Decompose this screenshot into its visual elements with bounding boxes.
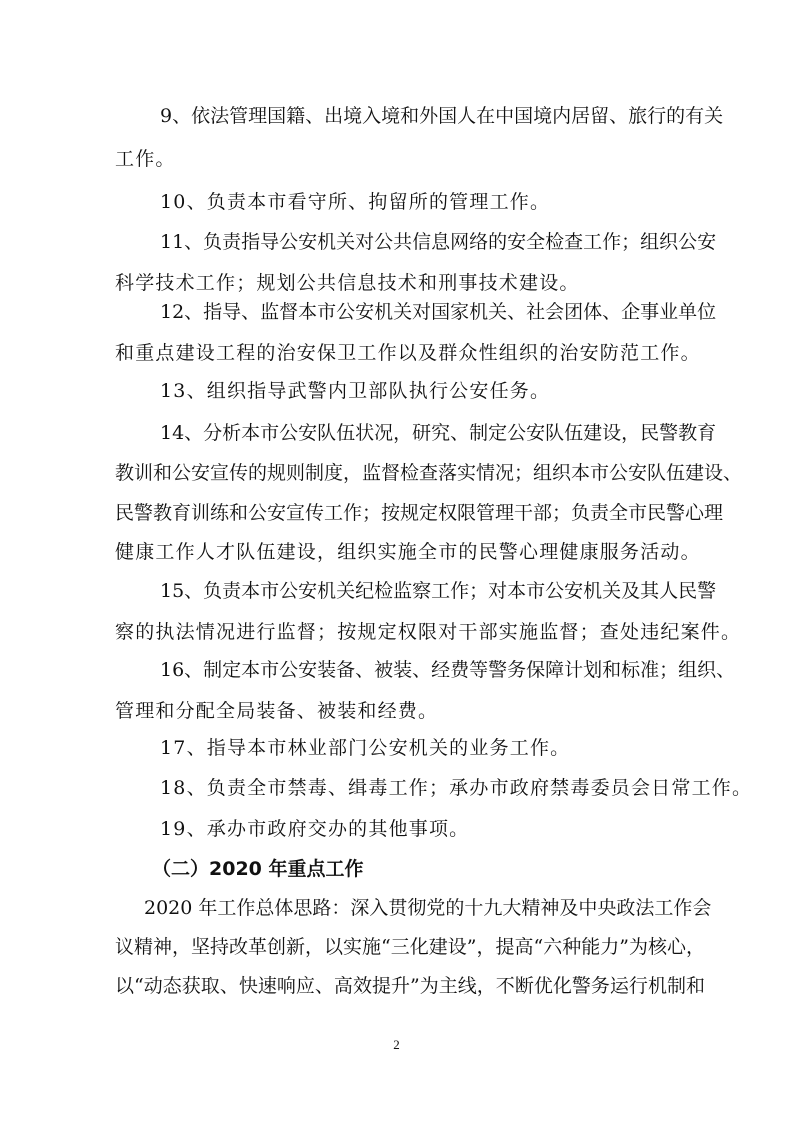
item-14-line-3: 民警教育训练和公安宣传工作；按规定权限管理干部；负责全市民警心理 [115,502,724,524]
item-14-line-2: 教训和公安宣传的规则制度，监督检查落实情况；组织本市公安队伍建设、 [115,462,743,484]
item-9-line-2: 工作。 [115,148,176,170]
item-9-line-1: 9、依法管理国籍、出境入境和外国人在中国境内居留、旅行的有关 [160,105,724,127]
item-15-line-2: 察的执法情况进行监督；按规定权限对干部实施监督；查处违纪案件。 [115,621,742,643]
item-15-line-1: 15、负责本市公安机关纪检监察工作；对本市公安机关及其人民警 [160,580,717,602]
summary-line-1: 2020 年工作总体思路：深入贯彻党的十九大精神及中央政法工作会 [144,897,712,919]
page-number: 2 [393,1037,400,1052]
item-17-line-1: 17、指导本市林业部门公安机关的业务工作。 [160,737,571,759]
item-10-line-1: 10、负责本市看守所、拘留所的管理工作。 [160,191,551,213]
item-19-line-1: 19、承办市政府交办的其他事项。 [160,818,470,840]
item-12-line-2: 和重点建设工程的治安保卫工作以及群众性组织的治安防范工作。 [115,342,701,364]
item-14-line-1: 14、分析本市公安队伍状况，研究、制定公安队伍建设，民警教育 [160,422,717,444]
item-18-line-1: 18、负责全市禁毒、缉毒工作；承办市政府禁毒委员会日常工作。 [160,777,753,799]
item-14-line-4: 健康工作人才队伍建设，组织实施全市的民警心理健康服务活动。 [115,541,701,563]
item-12-line-1: 12、指导、监督本市公安机关对国家机关、社会团体、企事业单位 [160,301,717,323]
section-heading: （二）2020 年重点工作 [152,858,364,880]
item-16-line-2: 管理和分配全局装备、被装和经费。 [115,700,439,722]
summary-line-3: 以“动态获取、快速响应、高效提升”为主线，不断优化警务运行机制和 [115,975,705,997]
item-16-line-1: 16、制定本市公安装备、被装、经费等警务保障计划和标准；组织、 [160,659,736,681]
item-11-line-2: 科学技术工作；规划公共信息技术和刑事技术建设。 [115,272,580,294]
item-13-line-1: 13、组织指导武警内卫部队执行公安任务。 [160,380,551,402]
item-11-line-1: 11、负责指导公安机关对公共信息网络的安全检查工作；组织公安 [160,231,717,253]
summary-line-2: 议精神，坚持改革创新，以实施“三化建设”，提高“六种能力”为核心， [115,936,705,958]
